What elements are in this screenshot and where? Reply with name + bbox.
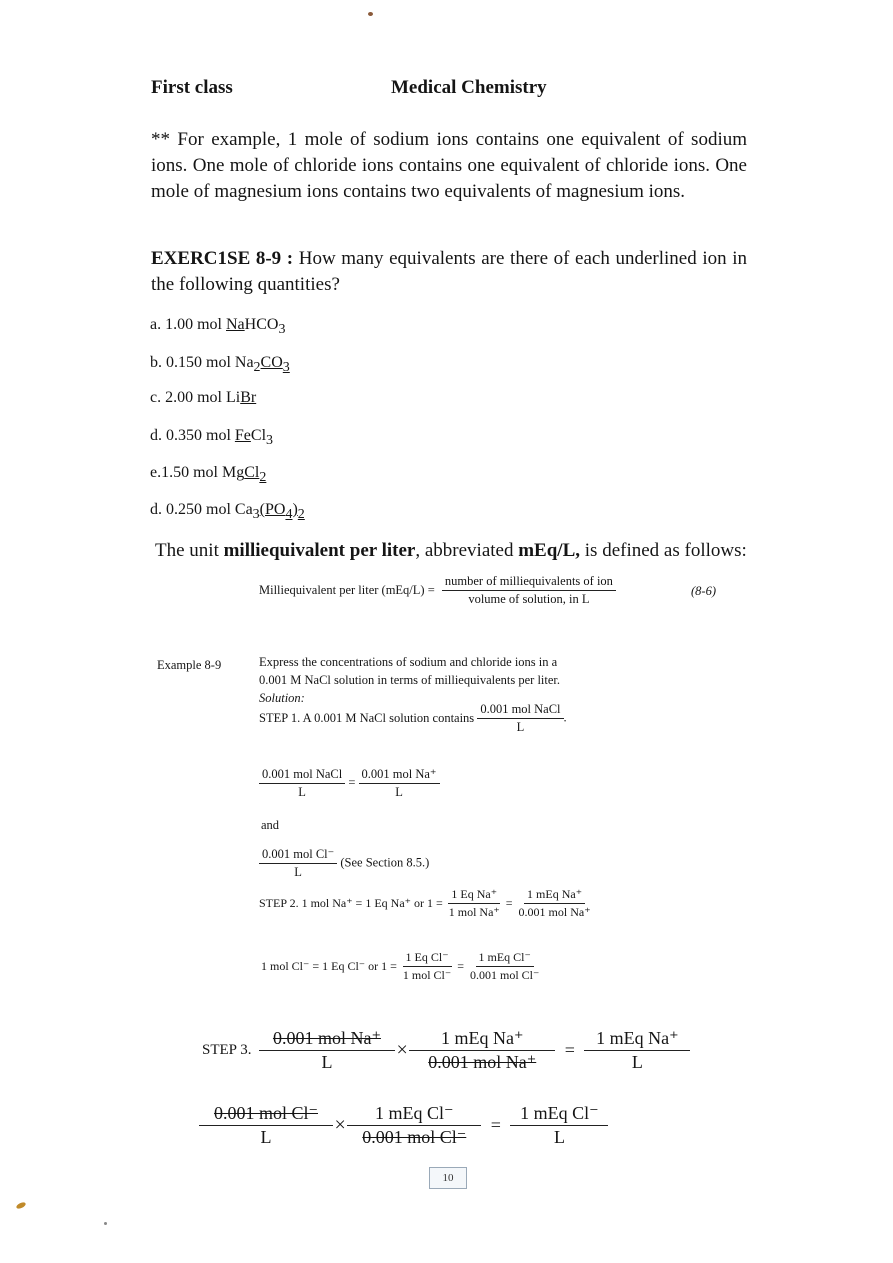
- header-left: First class: [151, 77, 233, 98]
- equation: $\frac{\text{0.001 mol NaCl}}{L}$ = $\frac{\text{0.001 mol Na⁺}}{L}$: [259, 766, 440, 800]
- scan-speck: [368, 12, 373, 16]
- exercise-item: d. 0.250 mol $Ca_3(PO_4)_2$: [150, 501, 305, 523]
- step1: STEP 1. A 0.001 M NaCl solution contains $\frac{\text{0.001 mol NaCl}}{L}$ .: [259, 702, 567, 734]
- unit-paragraph: The unit milliequivalent per liter, abbreviated mEq/L, is defined as follows:: [155, 540, 747, 561]
- example-label: Example 8-9: [157, 658, 222, 672]
- exercise-label: EXERC1SE 8-9 :: [151, 248, 294, 269]
- exercise-item: b. 0.150 mol $Na_2CO_3$: [150, 354, 290, 376]
- exercise-question-text: How many equivalents are there of each underlined ion in the following quantities?: [151, 248, 747, 295]
- header-title: Medical Chemistry: [391, 77, 547, 98]
- and-text: and: [261, 818, 280, 832]
- equation: $\frac{\text{0.001 mol Cl⁻}}{L}$ (See Section 8.5.): [259, 846, 429, 880]
- intro-paragraph: ** For example, 1 mole of sodium ions contains one equivalent of sodium ions. One mole of chloride ions contains one equivalent of chloride ions. One mole of magnesium ions contains two equivalents of magnesium ions.: [151, 129, 747, 202]
- step2: STEP 2. 1 mol Na⁺ = 1 Eq Na⁺ or 1 = $\frac{\text{1 Eq Na⁺}}{\text{1 mol Na⁺}}$ = $\frac{\text{1 mEq Na⁺}}{\text{0.001 mol Na⁺}}$: [259, 887, 591, 919]
- exercise-question: [151, 246, 747, 298]
- example-text: Express the concentrations of sodium and chloride ions in a: [259, 655, 558, 669]
- solution-label: Solution:: [259, 691, 305, 705]
- exercise-item: c. 2.00 mol LiBr: [150, 389, 257, 406]
- exercise-item: e.1.50 mol MgCl$_2$: [150, 464, 267, 486]
- example-text: 0.001 M NaCl solution in terms of milliequivalents per liter.: [259, 673, 561, 687]
- definition-equation: Milliequivalent per liter (mEq/L) = $\frac{\text{number of milliequivalents of ion}}{\text{volume of solution, in L}}$: [259, 574, 616, 607]
- step3-chloride: $\frac{\text{0.001 mol Cl⁻}}{L}$ × $\frac{\text{1 mEq Cl⁻}}{\text{0.001 mol Cl⁻}}$ = $\frac{\text{1 mEq Cl⁻}}{L}$: [202, 1103, 605, 1148]
- chloride-equation: 1 mol Cl⁻ = 1 Eq Cl⁻ or 1 = $\frac{\text{1 Eq Cl⁻}}{\text{1 mol Cl⁻}}$ = $\frac{\text{1 mEq Cl⁻}}{\text{0.001 mol Cl⁻}}$: [261, 950, 540, 982]
- equation-number: (8-6): [691, 584, 716, 598]
- page-number: 10: [429, 1167, 467, 1189]
- exercise-item: d. 0.350 mol FeCl$_3$: [150, 427, 274, 449]
- exercise-item: a. 1.00 mol NaHCO$_3$: [150, 316, 286, 338]
- scan-speck: [104, 1222, 107, 1225]
- step3-sodium: STEP 3. $\frac{\text{0.001 mol Na⁺}}{L}$ × $\frac{\text{1 mEq Na⁺}}{\text{0.001 mol Na⁺}}$ = $\frac{\text{1 mEq Na⁺}}{L}$: [202, 1028, 687, 1073]
- scan-speck: [15, 1201, 26, 1210]
